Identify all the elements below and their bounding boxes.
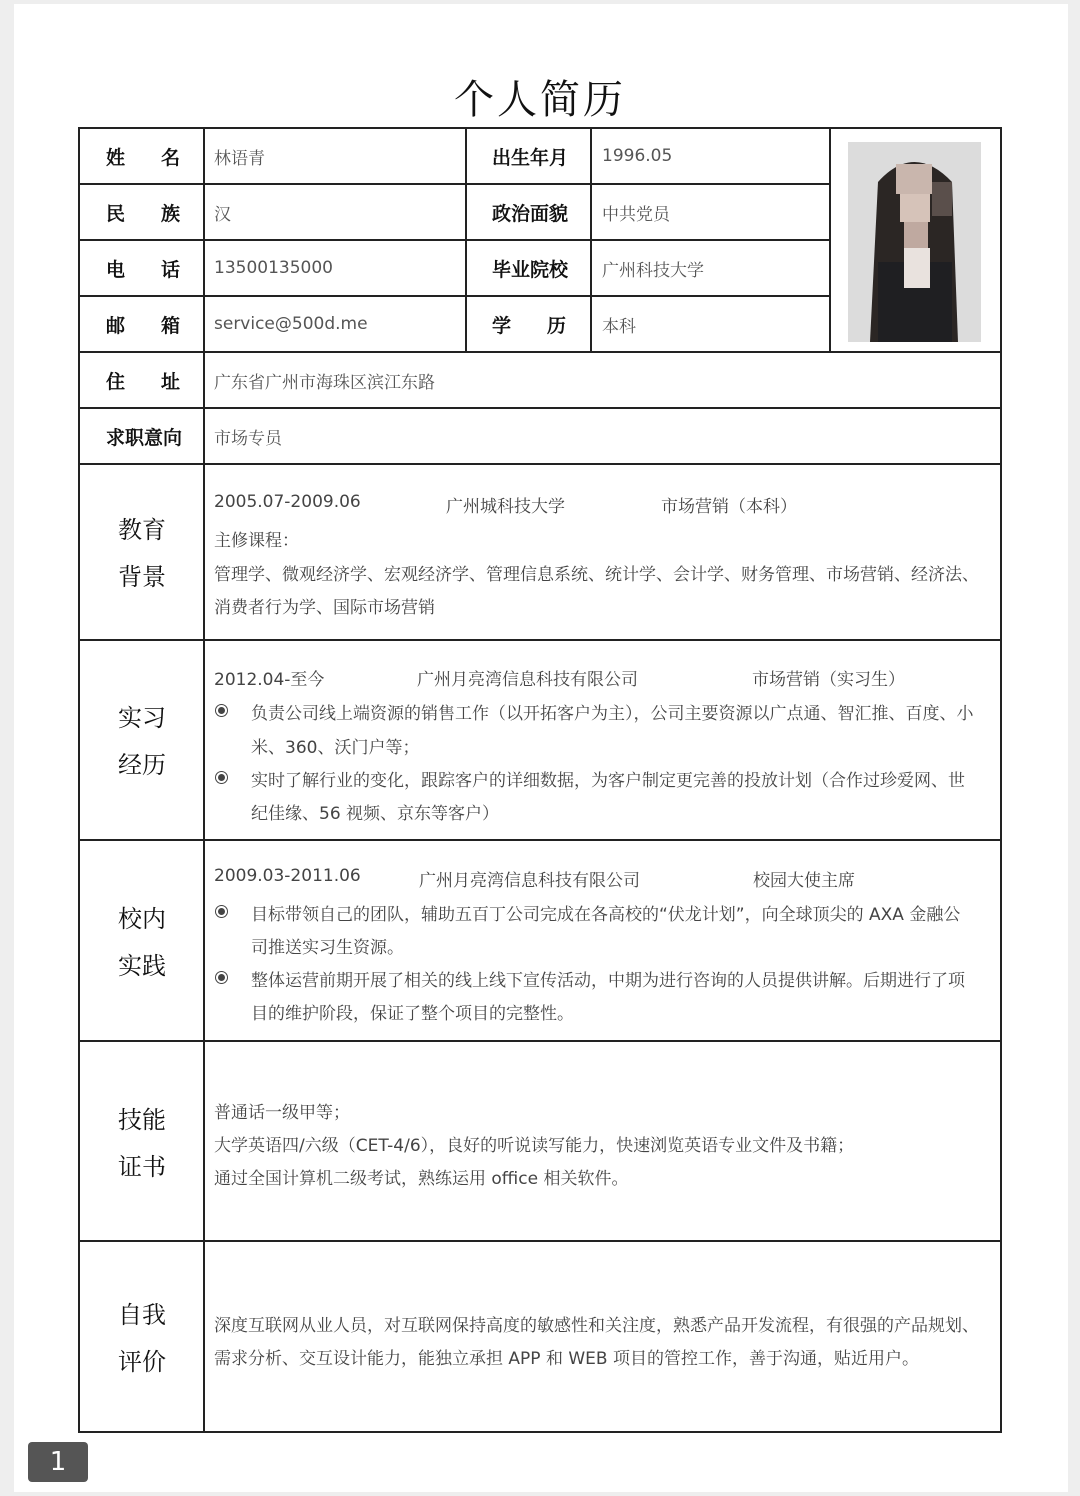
courses-title: 主修课程： — [214, 531, 299, 551]
column-divider — [590, 127, 592, 352]
politics-value: 中共党员 — [602, 204, 670, 225]
politics-label: 政治面貌 — [492, 202, 569, 225]
internship-company: 广州月亮湾信息科技有限公司 — [417, 670, 638, 690]
birth-value: 1996.05 — [602, 146, 673, 166]
courses-line: 管理学、微观经济学、宏观经济学、管理信息系统、统计学、会计学、财务管理、市场营销、经济法、 — [214, 565, 979, 585]
email-value: service@500d.me — [214, 314, 368, 334]
campus-bullet-text: 目标带领自己的团队，辅助五百丁公司完成在各高校的“伏龙计划”，向全球顶尖的 AXA 金融公 — [251, 905, 961, 925]
education-period: 2005.07-2009.06 — [214, 492, 361, 512]
page-number-badge: 1 — [28, 1442, 88, 1482]
row-divider — [78, 839, 1002, 841]
address-value: 广东省广州市海珠区滨江东路 — [214, 372, 435, 393]
name-label: 姓 名 — [106, 146, 180, 169]
column-divider — [465, 127, 467, 352]
skills-line: 大学英语四/六级（CET-4/6），良好的听说读写能力，快速浏览英语专业文件及书籍； — [214, 1136, 855, 1156]
campus-bullet-text: 目的维护阶段，保证了整个项目的完整性。 — [251, 1004, 574, 1024]
internship-bullet-text: 纪佳缘、56 视频、京东等客户） — [251, 804, 500, 824]
bullet-icon — [218, 774, 225, 781]
row-divider — [78, 295, 830, 297]
page-title: 个人简历 — [454, 77, 626, 123]
ethnic-label: 民 族 — [106, 202, 180, 225]
internship-role: 市场营销（实习生） — [752, 670, 905, 690]
school-value: 广州科技大学 — [602, 260, 704, 281]
skills-line: 通过全国计算机二级考试，熟练运用 office 相关软件。 — [214, 1169, 629, 1189]
section-label-internship: 实习 经历 — [118, 704, 166, 779]
column-divider — [829, 127, 831, 352]
row-divider — [78, 1040, 1002, 1042]
section-label-education: 教育 背景 — [118, 516, 166, 591]
campus-bullet-text: 司推送实习生资源。 — [251, 938, 404, 958]
skills-line: 普通话一级甲等； — [214, 1103, 350, 1123]
email-label: 邮 箱 — [106, 314, 180, 337]
row-divider — [78, 183, 830, 185]
school-label: 毕业院校 — [492, 258, 569, 281]
degree-label: 学 历 — [492, 314, 566, 337]
section-label-skills: 技能 证书 — [118, 1106, 166, 1181]
row-divider — [78, 1240, 1002, 1242]
ethnic-value: 汉 — [214, 204, 231, 225]
internship-bullet-text: 米、360、沃门户等； — [251, 738, 420, 758]
name-value: 林语青 — [214, 148, 265, 169]
phone-value: 13500135000 — [214, 258, 333, 278]
self-evaluation-line: 深度互联网从业人员，对互联网保持高度的敏感性和关注度，熟悉产品开发流程，有很强的产品规划、 — [214, 1316, 979, 1336]
internship-bullet-text: 负责公司线上端资源的销售工作（以开拓客户为主），公司主要资源以广点通、智汇推、百度、小 — [251, 704, 974, 724]
internship-bullet-text: 实时了解行业的变化，跟踪客户的详细数据，为客户制定更完善的投放计划（合作过珍爱网、世 — [251, 771, 965, 791]
campus-period: 2009.03-2011.06 — [214, 866, 361, 886]
education-major: 市场营销（本科） — [661, 497, 797, 517]
campus-role: 校园大使主席 — [753, 871, 855, 891]
degree-value: 本科 — [602, 316, 636, 337]
campus-company: 广州月亮湾信息科技有限公司 — [419, 871, 640, 891]
row-divider — [78, 463, 1002, 465]
self-evaluation-line: 需求分析、交互设计能力，能独立承担 APP 和 WEB 项目的管控工作，善于沟通，贴近用户。 — [214, 1349, 919, 1369]
address-label: 住 址 — [106, 370, 180, 393]
courses-line: 消费者行为学、国际市场营销 — [214, 598, 435, 618]
bullet-icon — [218, 974, 225, 981]
row-divider — [78, 239, 830, 241]
profile-photo — [848, 142, 981, 342]
birth-label: 出生年月 — [492, 146, 569, 169]
intent-label: 求职意向 — [106, 426, 183, 449]
section-label-self: 自我 评价 — [118, 1301, 166, 1376]
education-school: 广州城科技大学 — [446, 497, 565, 517]
internship-period: 2012.04-至今 — [214, 670, 325, 690]
phone-label: 电 话 — [106, 258, 180, 281]
intent-value: 市场专员 — [214, 428, 282, 449]
row-divider — [78, 639, 1002, 641]
campus-bullet-text: 整体运营前期开展了相关的线上线下宣传活动，中期为进行咨询的人员提供讲解。后期进行了项 — [251, 971, 965, 991]
section-label-campus: 校内 实践 — [118, 905, 166, 980]
bullet-icon — [218, 908, 225, 915]
bullet-icon — [218, 707, 225, 714]
